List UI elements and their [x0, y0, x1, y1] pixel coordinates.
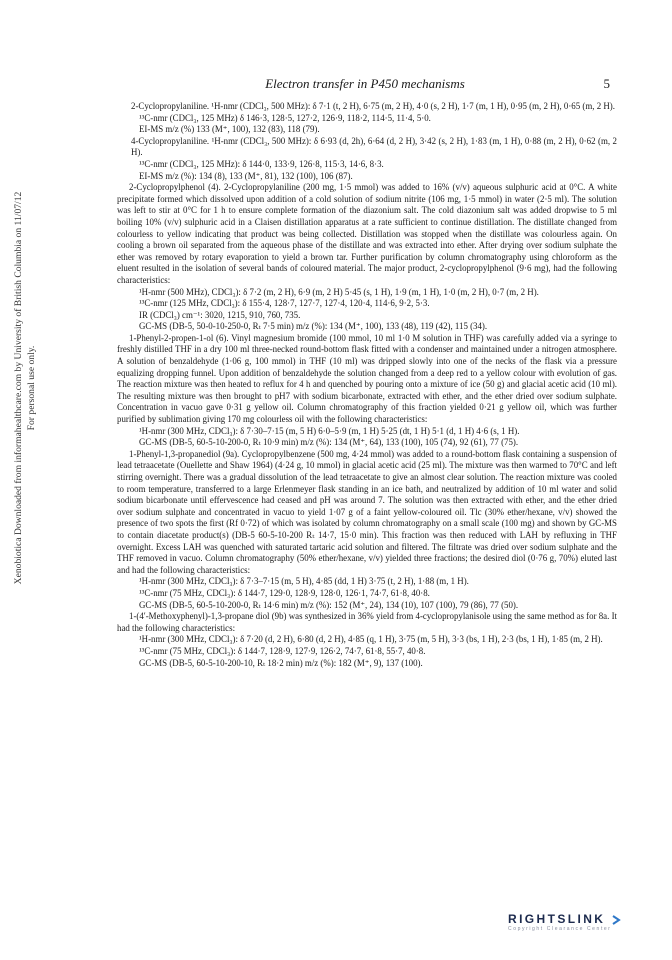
spectral-data-line: EI-MS m/z (%) 133 (M⁺, 100), 132 (83), 118 (79). [139, 124, 320, 135]
running-title: Electron transfer in P450 mechanisms [265, 76, 465, 91]
spectral-data-line: ¹³C-nmr (CDCl₃, 125 MHz) δ 146·3, 128·5, 127·2, 126·9, 118·2, 114·5, 11·4, 5·0. [139, 112, 431, 123]
rightslink-label: RIGHTSLINK [508, 912, 606, 926]
page-number: 5 [603, 76, 610, 91]
watermark-line-1: Xenobiotica Downloaded from informahealthcare.com by University of British Columbia on 11/07/12 [13, 191, 24, 585]
compound-entry: 4-Cyclopropylaniline. ¹H-nmr (CDCl₃, 500 MHz): δ 6·93 (d, 2h), 6·64 (d, 2 H), 3·42 (s, 2 H), 1·83 (m, 1 H), 0·88 (m, 2 H), 0·62 (m, 2 H). [131, 135, 617, 158]
spectral-data-line: GC-MS (DB-5, 60-5-10-200-0, Rₜ 10·9 min) m/z (%): 134 (M⁺, 64), 133 (100), 105 (74), 92 (61), 77 (75). [139, 437, 519, 448]
spectral-data-line: ¹H-nmr (300 MHz, CDCl₃): δ 7·30–7·15 (m, 5 H) 6·0–5·9 (m, 1 H) 5·25 (dt, 1 H) 5·1 (d, 1 H) 4·6 (s, 1 H). [139, 425, 520, 436]
spectral-data-line: ¹³C-nmr (75 MHz, CDCl₃): δ 144·7, 129·0, 128·9, 128·0, 126·1, 74·7, 61·8, 40·8. [139, 587, 430, 598]
spectral-data-line: ¹³C-nmr (CDCl₃, 125 MHz): δ 144·0, 133·9, 126·8, 115·3, 14·6, 8·3. [139, 158, 384, 169]
rightslink-logo[interactable] [508, 912, 668, 936]
spectral-data-line: GC-MS (DB-5, 50-0-10-250-0, Rₜ 7·5 min) m/z (%): 134 (M⁺, 100), 133 (48), 119 (42), 115 (34). [139, 321, 488, 332]
download-watermark [12, 168, 56, 608]
spectral-data-line: EI-MS m/z (%): 134 (8), 133 (M⁺, 81), 132 (100), 106 (87). [139, 170, 353, 181]
spectral-data-line: ¹H-nmr (300 MHz, CDCl₃): δ 7·20 (d, 2 H), 6·80 (d, 2 H), 4·85 (q, 1 H), 3·75 (m, 5 H), 3·3 (bs, 1 H), 2·3 (bs, 1 H), 1·85 (m, 2 H). [139, 634, 603, 645]
spectral-data-line: ¹³C-nmr (125 MHz, CDCl₃): δ 155·4, 128·7, 127·7, 127·4, 120·4, 114·6, 9·2, 5·3. [139, 298, 430, 309]
body-paragraph: 1-Phenyl-1,3-propanediol (9a). Cyclopropylbenzene (500 mg, 4·24 mmol) was added to a round-bottom flask containing a suspension of lead tetraacetate (Ouellette and Shaw 1964) (4·24 g, 10 mmol) in glacial acetic acid (25 ml). The mixture was then warmed to 70°C and left stirring overnight. There was a gradual dissolution of the lead tetraacetate to give an almost clear solution. The reaction mixture was cooled to room temperature, transferred to a large Erlenmeyer flask standing in an ice bath, and neutralized by addition of 10 ml water and solid sodium bicarbonate until effervescence had ceased and pH was around 7. The solution was then extracted with ether, and the ether dried over sodium sulphate and concentrated in vacuo to yield 1·07 g of a faint yellow-coloured oil. Tlc (30% ether/hexane, v/v) showed the presence of two spots the first (Rf 0·72) of which was isolated by column chromatography on a small scale (100 mg) and shown by GC-MS to contain diacetate product(s) (DB-5 60-5-10-200 Rₜ 14·7, 15·0 min). This fraction was then reduced with LAH by refluxing in THF overnight. Excess LAH was quenched with saturated tartaric acid solution and filtered. The filtrate was dried over sodium sulphate and the THF removed in vacuo. Column chromatography (50% ether/hexane, v/v) yielded three fractions; the desired diol (0·76 g, 70%) eluted last and had the following characteristics: [117, 448, 617, 575]
rightslink-wordmark [508, 912, 668, 926]
article-body [117, 101, 617, 669]
rightslink-arrow-icon [611, 915, 621, 925]
compound-entry: 2-Cyclopropylaniline. ¹H-nmr (CDCl₃, 500 MHz): δ 7·1 (t, 2 H), 6·75 (m, 2 H), 4·0 (s, 2 H), 1·7 (m, 1 H), 0·95 (m, 2 H), 0·65 (m, 2 H). [131, 101, 615, 111]
spectral-data-line: ¹H-nmr (300 MHz, CDCl₃): δ 7·3–7·15 (m, 5 H), 4·85 (dd, 1 H) 3·75 (t, 2 H), 1·88 (m, 1 H). [139, 576, 469, 587]
watermark-line-2: For personal use only. [26, 345, 37, 431]
spectral-data-line: GC-MS (DB-5, 60-5-10-200-10, Rₜ 18·2 min) m/z (%): 182 (M⁺, 9), 137 (100). [139, 657, 423, 668]
running-header [120, 76, 610, 92]
body-paragraph: 1-(4′-Methoxyphenyl)-1,3-propane diol (9b) was synthesized in 36% yield from 4-cyclopropylanisole using the same method as for 8a. It had the following characteristics: [117, 611, 617, 633]
body-paragraph: 1-Phenyl-2-propen-1-ol (6). Vinyl magnesium bromide (100 mmol, 10 ml 1·0 M solution in THF) was carefully added via a syringe to freshly distilled THF in a dry 100 ml three-necked round-bottom flask fitted with a condenser and maintained under a nitrogen atmosphere. A solution of benzaldehyde (1·06 g, 100 mmol) in THF (10 ml) was dripped slowly into one of the necks of the flask via a pressure equalizing dropping funnel. Upon addition of benzaldehyde the solution changed from a deep red to a yellow colour with evolution of gas. The reaction mixture was then heated to reflux for 4 h and quenched by pouring onto a mixture of ice (50 g) and glacial acetic acid (10 ml). The resulting mixture was then brought to pH7 with sodium bicarbonate, extracted with ether, and the ether dried over sodium sulphate. Concentration in vacuo gave 0·31 g yellow oil. Column chromatography of this fraction yielded 0·21 g yellow oil, which was further purified by sublimation giving 170 mg colourless oil with the following characteristics: [117, 332, 617, 425]
rightslink-tagline: Copyright Clearance Center [508, 926, 612, 932]
spectral-data-line: ¹³C-nmr (75 MHz, CDCl₃): δ 144·7, 128·9, 127·9, 126·2, 74·7, 61·8, 55·7, 40·8. [139, 645, 426, 656]
spectral-data-line: IR (CDCl₃) cm⁻¹: 3020, 1215, 910, 760, 735. [139, 309, 301, 320]
body-paragraph: 2-Cyclopropylphenol (4). 2-Cyclopropylaniline (200 mg, 1·5 mmol) was added to 16% (v/v) aqueous sulphuric acid at 0°C. A white precipitate formed which dissolved upon addition of a cold solution of sodium nitrite (106 mg, 1·5 mmol) in water (2·5 ml). The solution was left to stir at 0°C for 1 h to ensure complete formation of the diazonium salt. The cold diazonium salt was added dropwise to 5 ml boiling 10% (v/v) sulphuric acid in a Claisen distillation apparatus at a rate sufficient to continue distillation. The distillate changed from colourless to yellow indicating that product was being collected. Distillation was stopped when the distillate was colourless again. On cooling a brown oil separated from the aqueous phase of the distillate and was extracted into ether. After drying over sodium sulphate the ether was removed by rotary evaporation to yield a brown tar. Further purification by column chromatography using chloroform as the eluent resulted in the isolation of several bands of coloured material. The major product, 2-cyclopropylphenol (9·6 mg), had the following characteristics: [117, 182, 617, 285]
spectral-data-line: ¹H-nmr (500 MHz), CDCl₃): δ 7·2 (m, 2 H), 6·9 (m, 2 H) 5·45 (s, 1 H), 1·9 (m, 1 H), 1·0 (m, 2 H), 0·7 (m, 2 H). [139, 286, 539, 297]
spectral-data-line: GC-MS (DB-5, 60-5-10-200-0, Rₜ 14·6 min) m/z (%): 152 (M⁺, 24), 134 (10), 107 (100), 79 (86), 77 (50). [139, 599, 519, 610]
